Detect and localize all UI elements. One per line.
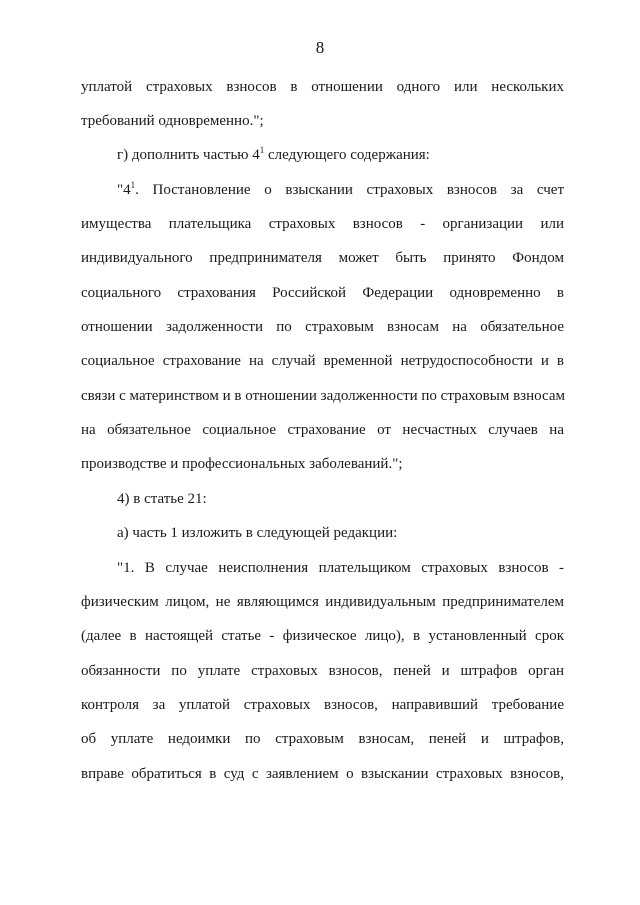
text-line: производстве и профессиональных заболеваний."; — [81, 456, 403, 472]
text-line: контроля за уплатой страховых взносов, направивший требование — [81, 697, 564, 713]
text-line: а) часть 1 изложить в следующей редакции: — [117, 525, 398, 541]
text-line: отношении задолженности по страховым взносам на обязательное — [81, 319, 564, 335]
text-line: обязанности по уплате страховых взносов, пеней и штрафов орган — [81, 663, 564, 679]
text-line — [117, 180, 564, 200]
text-fragment: следующего содержания: — [264, 147, 430, 163]
text-line: "1. В случае неисполнения плательщиком страховых взносов - — [117, 560, 564, 576]
text-line — [117, 145, 564, 165]
page-number: 8 — [315, 38, 325, 57]
text-line: (далее в настоящей статье - физическое лицо), в установленный срок — [81, 628, 564, 644]
text-line: об уплате недоимки по страховым взносам, пеней и штрафов, — [81, 731, 564, 747]
text-line: вправе обратиться в суд с заявлением о взыскании страховых взносов, — [81, 766, 564, 782]
text-line: на обязательное социальное страхование от несчастных случаев на — [81, 422, 564, 438]
text-line: социального страхования Российской Федерации одновременно в — [81, 285, 564, 301]
text-fragment: . Постановление о взыскании страховых взносов за счет — [135, 182, 564, 198]
text-fragment: "4 — [117, 182, 131, 198]
superscript: 1 — [130, 180, 136, 190]
text-line: физическим лицом, не являющимся индивидуальным предпринимателем — [81, 594, 564, 610]
text-line: имущества плательщика страховых взносов - организации или — [81, 216, 564, 232]
text-line: уплатой страховых взносов в отношении одного или нескольких — [81, 79, 564, 95]
text-line: социальное страхование на случай временной нетрудоспособности и в — [81, 353, 564, 369]
text-fragment: г) дополнить частью 4 — [117, 147, 260, 163]
text-line: связи с материнством и в отношении задолженности по страховым взносам — [81, 388, 565, 404]
text-line: требований одновременно."; — [81, 113, 264, 129]
text-line: индивидуального предпринимателя может быть принято Фондом — [81, 250, 564, 266]
superscript: 1 — [259, 145, 265, 155]
text-line: 4) в статье 21: — [117, 491, 207, 507]
